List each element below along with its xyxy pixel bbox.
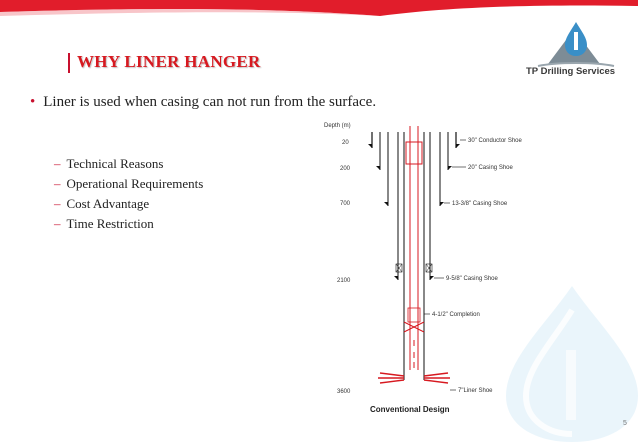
- slide-title-block: [68, 50, 368, 76]
- watermark-droplet: [476, 280, 638, 442]
- callout-label: 13-3/8" Casing Shoe: [452, 201, 508, 207]
- slide-title: WHY LINER HANGER: [77, 52, 261, 71]
- callout-label: 20" Casing Shoe: [468, 165, 513, 171]
- dash-icon: –: [54, 216, 61, 231]
- reason-text: Cost Advantage: [66, 196, 150, 211]
- depth-label: 700: [340, 201, 351, 207]
- reason-text: Time Restriction: [66, 216, 154, 231]
- depth-header: Depth (m): [324, 123, 351, 129]
- callout-label: 4-1/2" Completion: [432, 312, 480, 318]
- reason-text: Technical Reasons: [66, 156, 164, 171]
- dash-icon: –: [54, 156, 61, 171]
- depth-label: 200: [340, 166, 351, 172]
- reason-item: [54, 176, 203, 192]
- main-bullet: [30, 94, 376, 111]
- reason-item: [54, 196, 149, 212]
- depth-label: 3600: [337, 389, 351, 395]
- reason-item: [54, 216, 154, 232]
- bullet-icon: •: [30, 94, 36, 110]
- page-number: 5: [623, 420, 627, 427]
- reason-item: [54, 156, 163, 172]
- diagram-caption: Conventional Design: [370, 405, 450, 414]
- dash-icon: –: [54, 176, 61, 191]
- title-accent-bar: [68, 53, 70, 73]
- callout-label: 30" Conductor Shoe: [468, 138, 522, 144]
- depth-label: 20: [342, 140, 349, 146]
- dash-icon: –: [54, 196, 61, 211]
- callout-label: 9-5/8" Casing Shoe: [446, 276, 498, 282]
- depth-label: 2100: [337, 278, 351, 284]
- callout-label: 7"Liner Shoe: [458, 388, 493, 394]
- logo-text: TP Drilling Services: [526, 66, 616, 77]
- main-bullet-text: Liner is used when casing can not run from the surface.: [43, 94, 377, 110]
- reason-text: Operational Requirements: [66, 176, 204, 191]
